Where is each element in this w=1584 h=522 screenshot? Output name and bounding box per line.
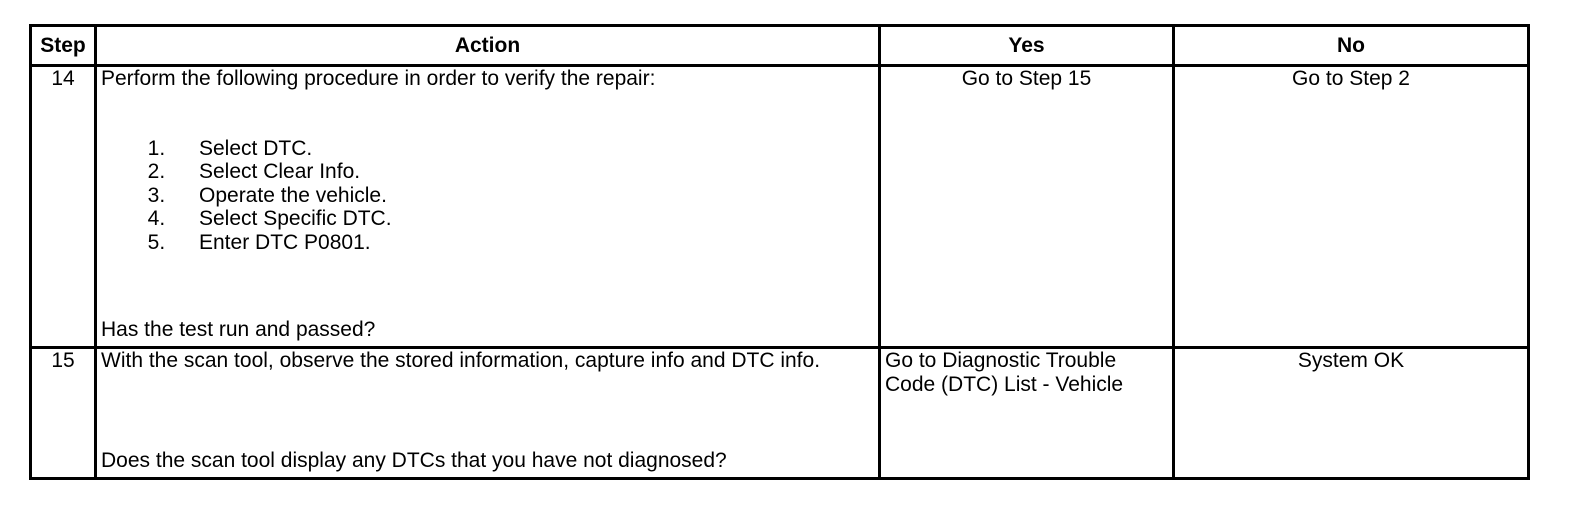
procedure-item: 4. Select Specific DTC.: [171, 207, 874, 231]
header-yes: Yes: [880, 26, 1174, 66]
procedure-item: 2. Select Clear Info.: [171, 160, 874, 184]
yes-result: Go to Step 15: [880, 66, 1174, 348]
table-row: [31, 66, 1529, 348]
step-number: 15: [31, 348, 96, 479]
header-action: Action: [96, 26, 880, 66]
header-step: Step: [31, 26, 96, 66]
procedure-item: 5. Enter DTC P0801.: [171, 231, 874, 255]
yes-result: Go to Diagnostic Trouble Code (DTC) List - Vehicle: [880, 348, 1174, 479]
action-cell: [96, 66, 880, 348]
table-row: [31, 348, 1529, 479]
action-intro: With the scan tool, observe the stored information, capture info and DTC info.: [101, 349, 821, 372]
action-cell: [96, 348, 880, 479]
action-question: Has the test run and passed?: [101, 318, 376, 342]
diagnostic-table: [29, 24, 1530, 480]
procedure-list: [101, 137, 874, 255]
action-question: Does the scan tool display any DTCs that you have not diagnosed?: [101, 449, 727, 473]
no-result: System OK: [1174, 348, 1529, 479]
procedure-item: 1. Select DTC.: [171, 137, 874, 161]
step-number: 14: [31, 66, 96, 348]
no-result: Go to Step 2: [1174, 66, 1529, 348]
header-row: [31, 26, 1529, 66]
header-no: No: [1174, 26, 1529, 66]
procedure-item: 3. Operate the vehicle.: [171, 184, 874, 208]
action-intro: Perform the following procedure in order to verify the repair:: [101, 67, 656, 90]
